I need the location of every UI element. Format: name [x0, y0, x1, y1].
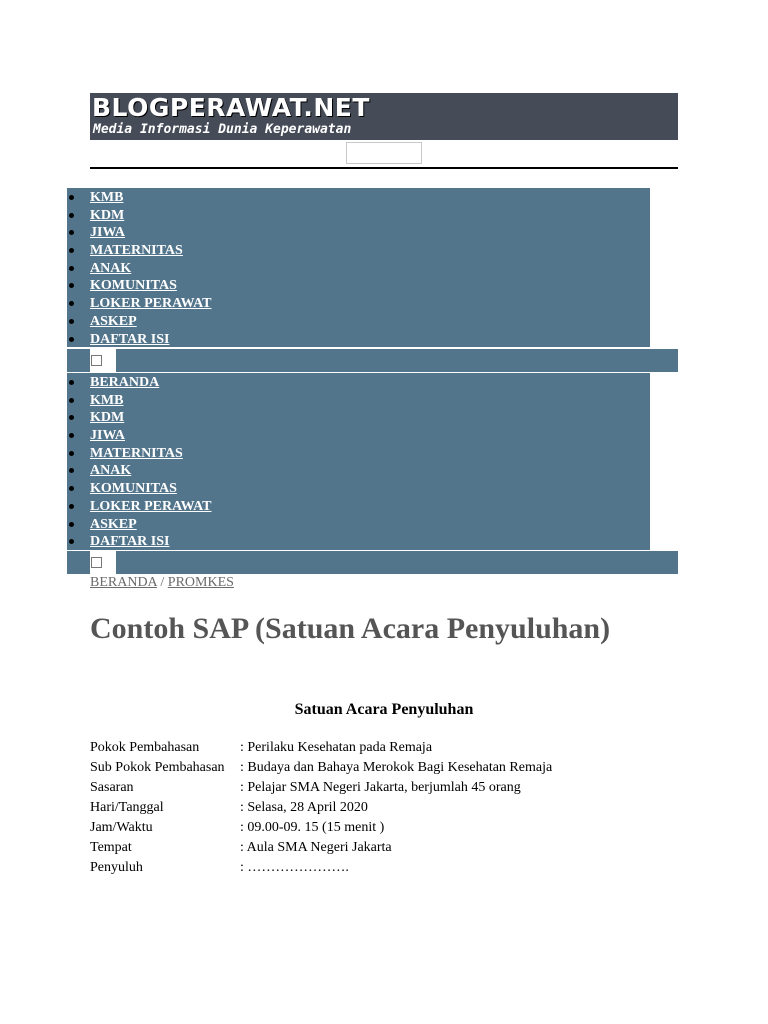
breadcrumb-category-link[interactable]: PROMKES [167, 575, 234, 590]
secondary-nav [67, 373, 650, 550]
nav-link[interactable]: ANAK [90, 260, 132, 276]
nav-item-askep[interactable] [67, 515, 650, 533]
menu-toggle-checkbox[interactable] [91, 355, 102, 366]
detail-value: : Aula SMA Negeri Jakarta [240, 840, 392, 855]
nav-item-beranda[interactable] [67, 373, 650, 391]
bullet-icon [69, 398, 74, 403]
page-title: Contoh SAP (Satuan Acara Penyuluhan) [90, 612, 611, 645]
detail-label: Jam/Waktu [90, 820, 153, 835]
detail-value: : Budaya dan Bahaya Merokok Bagi Kesehatan Remaja [240, 760, 553, 775]
detail-label: Sub Pokok Pembahasan [90, 760, 225, 775]
table-row [90, 838, 552, 858]
primary-nav [67, 188, 650, 347]
table-row [90, 758, 552, 778]
nav-item-jiwa[interactable] [67, 223, 650, 241]
nav-link[interactable]: KOMUNITAS [90, 278, 177, 294]
nav-item-anak[interactable] [67, 259, 650, 277]
details-table [90, 738, 552, 878]
bullet-icon [69, 504, 74, 509]
bullet-icon [69, 213, 74, 218]
nav-item-loker-perawat[interactable] [67, 294, 650, 312]
table-row [90, 778, 552, 798]
breadcrumb-separator: / [156, 575, 168, 590]
document-heading: Satuan Acara Penyuluhan [294, 701, 474, 718]
bullet-icon [69, 522, 74, 527]
table-row [90, 738, 552, 758]
nav-item-askep[interactable] [67, 312, 650, 330]
nav-toggle-bar [67, 349, 678, 372]
nav-item-komunitas[interactable] [67, 479, 650, 497]
site-banner[interactable] [90, 93, 678, 140]
detail-label: Hari/Tanggal [90, 800, 164, 815]
detail-value: : …………………. [240, 860, 349, 875]
header-divider [90, 167, 678, 169]
bullet-icon [69, 248, 74, 253]
nav-item-kmb[interactable] [67, 188, 650, 206]
bullet-icon [69, 486, 74, 491]
nav-link[interactable]: MATERNITAS [90, 445, 183, 461]
search-input[interactable] [346, 142, 422, 164]
nav-item-maternitas[interactable] [67, 241, 650, 259]
breadcrumb-home-link[interactable]: BERANDA [90, 575, 157, 590]
table-row [90, 818, 552, 838]
nav-link[interactable]: BERANDA [90, 375, 160, 390]
nav-item-anak[interactable] [67, 461, 650, 479]
table-row [90, 798, 552, 818]
nav-toggle-bar-secondary [67, 551, 678, 574]
nav-item-kdm[interactable] [67, 206, 650, 224]
nav-link[interactable]: JIWA [90, 225, 126, 241]
nav-item-daftar-isi[interactable] [67, 532, 650, 550]
nav-link[interactable]: JIWA [90, 428, 126, 444]
detail-label: Tempat [90, 840, 132, 855]
table-row [90, 858, 552, 878]
detail-value: : Selasa, 28 April 2020 [240, 800, 368, 815]
bullet-icon [69, 230, 74, 235]
nav-item-daftar-isi[interactable] [67, 330, 650, 348]
nav-link[interactable]: KDM [90, 410, 125, 426]
nav-link[interactable]: KMB [90, 392, 124, 408]
nav-link[interactable]: MATERNITAS [90, 243, 183, 259]
bullet-icon [69, 451, 74, 456]
nav-item-maternitas[interactable] [67, 444, 650, 462]
bullet-icon [69, 283, 74, 288]
detail-label: Pokok Pembahasan [90, 740, 200, 755]
nav-link[interactable]: DAFTAR ISI [90, 331, 170, 347]
bullet-icon [69, 337, 74, 342]
bullet-icon [69, 266, 74, 271]
site-title[interactable]: BLOGPERAWAT.NET [92, 93, 370, 122]
nav-item-jiwa[interactable] [67, 426, 650, 444]
detail-value: : Pelajar SMA Negeri Jakarta, berjumlah 45 orang [240, 780, 521, 795]
bullet-icon [69, 319, 74, 324]
detail-label: Sasaran [90, 780, 134, 795]
nav-link[interactable]: DAFTAR ISI [90, 534, 170, 550]
nav-link[interactable]: LOKER PERAWAT [90, 296, 212, 312]
site-tagline: Media Informasi Dunia Keperawatan [93, 122, 352, 137]
bullet-icon [69, 433, 74, 438]
nav-link[interactable]: ASKEP [90, 516, 137, 532]
bullet-icon [69, 380, 74, 385]
nav-link[interactable]: LOKER PERAWAT [90, 498, 212, 514]
bullet-icon [69, 539, 74, 544]
nav-link[interactable]: KDM [90, 207, 125, 223]
breadcrumb [90, 575, 234, 591]
nav-link[interactable]: KMB [90, 190, 124, 205]
menu-toggle-checkbox[interactable] [91, 557, 102, 568]
bullet-icon [69, 415, 74, 420]
nav-item-kmb[interactable] [67, 391, 650, 409]
detail-label: Penyuluh [90, 860, 143, 875]
nav-link[interactable]: ANAK [90, 463, 132, 479]
nav-link[interactable]: ASKEP [90, 313, 137, 329]
detail-value: : Perilaku Kesehatan pada Remaja [240, 740, 433, 755]
nav-link[interactable]: KOMUNITAS [90, 481, 177, 497]
nav-item-komunitas[interactable] [67, 276, 650, 294]
bullet-icon [69, 301, 74, 306]
nav-item-loker-perawat[interactable] [67, 497, 650, 515]
nav-item-kdm[interactable] [67, 408, 650, 426]
detail-value: : 09.00-09. 15 (15 menit ) [240, 820, 385, 835]
bullet-icon [69, 195, 74, 200]
bullet-icon [69, 468, 74, 473]
